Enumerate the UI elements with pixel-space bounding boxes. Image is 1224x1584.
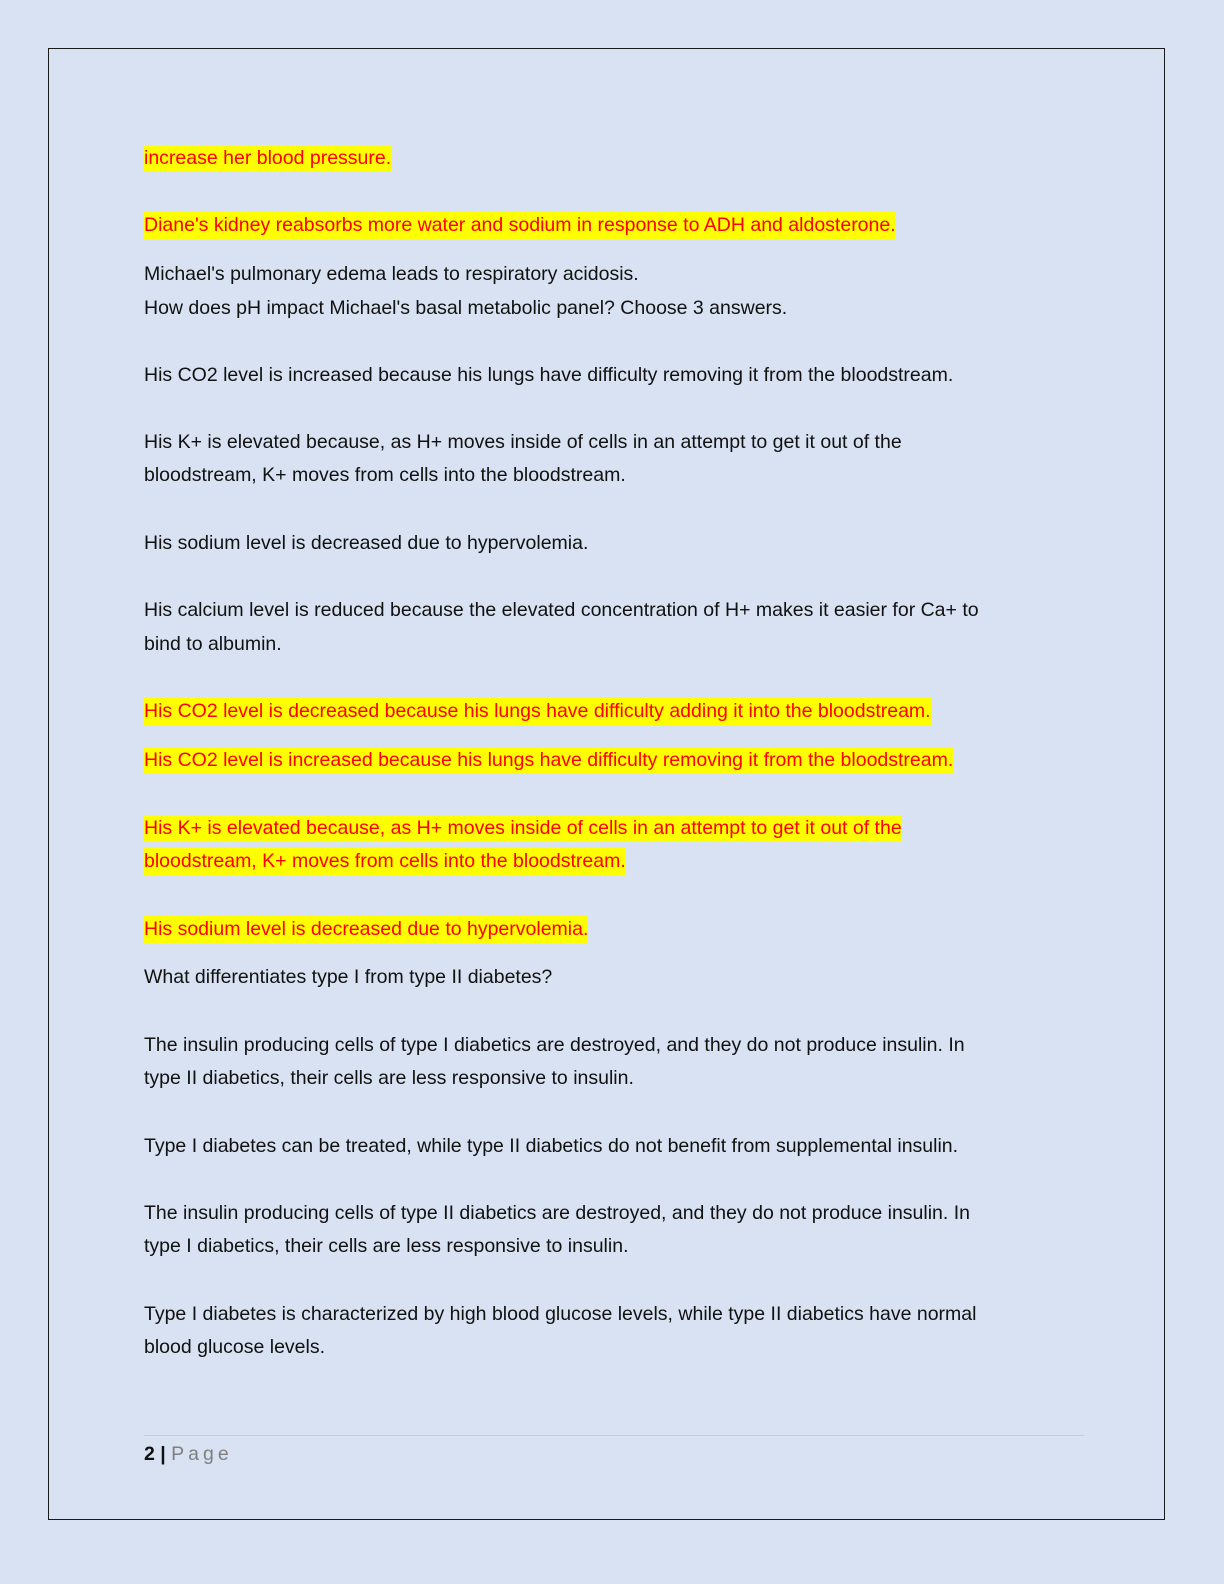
answer-option: blood glucose levels. xyxy=(144,1336,326,1358)
page-number: 2 xyxy=(144,1443,155,1465)
answer-option: His sodium level is decreased due to hypervolemia. xyxy=(144,532,589,554)
text-line: increase her blood pressure. xyxy=(144,141,391,175)
answer-option: The insulin producing cells of type II diabetics are destroyed, and they do not produce insulin. In xyxy=(144,1202,970,1224)
answer-option: The insulin producing cells of type I diabetics are destroyed, and they do not produce insulin. In xyxy=(144,1034,965,1056)
answer-option: His CO2 level is increased because his lungs have difficulty removing it from the bloodstream. xyxy=(144,364,954,386)
answer-option: His calcium level is reduced because the elevated concentration of H+ makes it easier for Ca+ to xyxy=(144,599,979,621)
answer-option: bloodstream, K+ moves from cells into the bloodstream. xyxy=(144,464,626,486)
page-footer xyxy=(144,1440,233,1468)
highlighted-answer: bloodstream, K+ moves from cells into the bloodstream. xyxy=(144,844,626,878)
page-label: Page xyxy=(171,1443,233,1465)
question-text: What differentiates type I from type II diabetes? xyxy=(144,966,553,988)
highlighted-answer: His CO2 level is decreased because his lungs have difficulty adding it into the bloodstream. xyxy=(144,694,931,728)
footer-separator: | xyxy=(160,1443,166,1465)
highlighted-answer: His sodium level is decreased due to hypervolemia. xyxy=(144,912,588,946)
text-line: Michael's pulmonary edema leads to respiratory acidosis. xyxy=(144,263,639,285)
highlighted-answer: His CO2 level is increased because his lungs have difficulty removing it from the bloodstream. xyxy=(144,743,953,777)
answer-option: bind to albumin. xyxy=(144,633,282,655)
answer-option: His K+ is elevated because, as H+ moves inside of cells in an attempt to get it out of the xyxy=(144,431,902,453)
text-line: Diane's kidney reabsorbs more water and sodium in response to ADH and aldosterone. xyxy=(144,208,896,242)
highlighted-answer: His K+ is elevated because, as H+ moves inside of cells in an attempt to get it out of the xyxy=(144,811,902,845)
footer-divider xyxy=(144,1435,1084,1436)
answer-option: type II diabetics, their cells are less responsive to insulin. xyxy=(144,1067,634,1089)
answer-option: type I diabetics, their cells are less responsive to insulin. xyxy=(144,1235,629,1257)
answer-option: Type I diabetes is characterized by high blood glucose levels, while type II diabetics have normal xyxy=(144,1303,977,1325)
answer-option: Type I diabetes can be treated, while type II diabetics do not benefit from supplemental insulin. xyxy=(144,1135,959,1157)
text-line: How does pH impact Michael's basal metabolic panel? Choose 3 answers. xyxy=(144,297,788,319)
